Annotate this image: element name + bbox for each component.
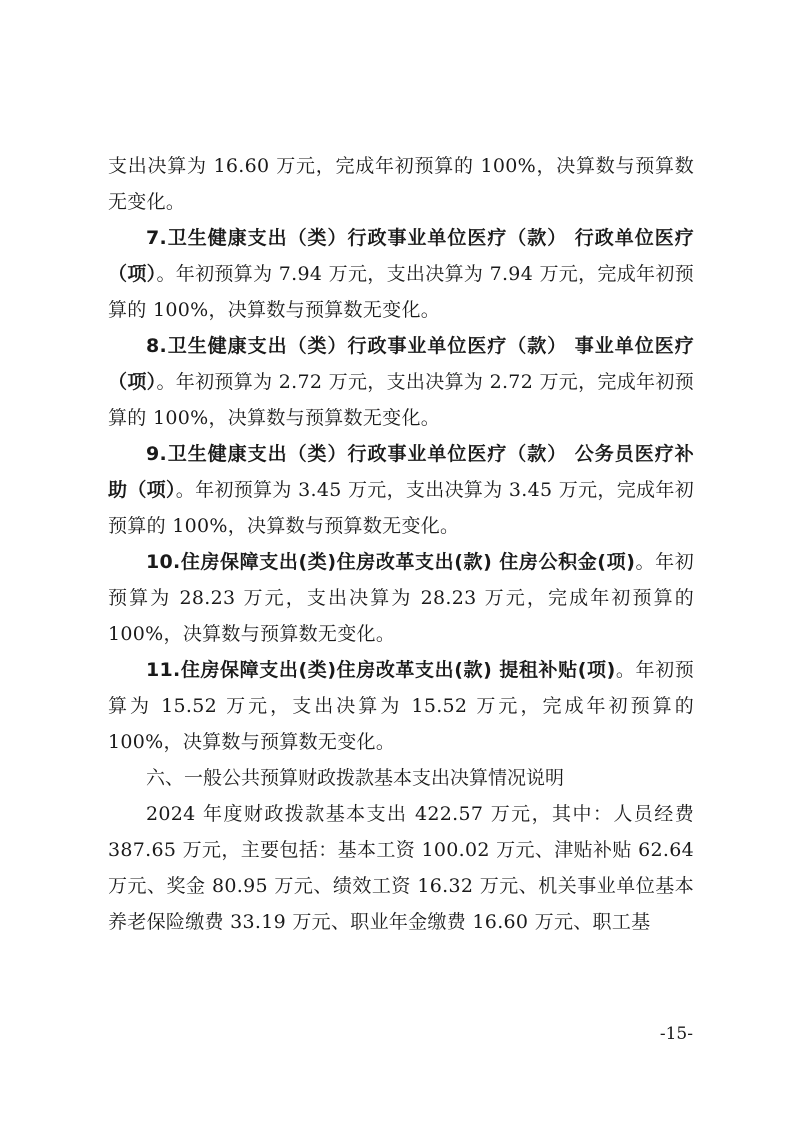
page-number: -15- [659,1024,693,1044]
paragraph-item-11 [108,652,694,760]
paragraph-title: 9.卫生健康支出（类）行政事业单位医疗（款） 公务员医疗补助（项） [108,443,694,501]
paragraph-body: 。年初预算为 28.23 万元，支出决算为 28.23 万元，完成年初预算的 100%，决算数与预算数无变化。 [108,551,694,645]
paragraph-item-9 [108,436,694,544]
paragraph-title: 10.住房保障支出(类)住房改革支出(款) 住房公积金(项) [146,551,636,573]
paragraph-body: 。年初预算为 15.52 万元，支出决算为 15.52 万元，完成年初预算的 100%，决算数与预算数无变化。 [108,659,694,753]
paragraph-item-7 [108,220,694,328]
document-body [108,148,694,940]
paragraph-body: 。年初预算为 3.45 万元，支出决算为 3.45 万元，完成年初预算的 100%，决算数与预算数无变化。 [108,479,695,537]
paragraph-continuation [108,148,694,220]
paragraph-body: 支出决算为 16.60 万元，完成年初预算的 100%，决算数与预算数无变化。 [108,155,694,213]
section-paragraph: 2024 年度财政拨款基本支出 422.57 万元，其中：人员经费 387.65 万元，主要包括：基本工资 100.02 万元、津贴补贴 62.64 万元、奖金 80.95 万元、绩效工资 16.32 万元、机关事业单位基本养老保险缴费 33.19 万元、职业年金缴费 16.60 万元、职工基 [108,803,694,933]
paragraph-title: 11.住房保障支出(类)住房改革支出(款) 提租补贴(项) [146,659,616,681]
paragraph-title: 7.卫生健康支出（类）行政事业单位医疗（款） 行政单位医疗（项） [108,227,694,285]
paragraph-body: 。年初预算为 2.72 万元，支出决算为 2.72 万元，完成年初预算的 100%，决算数与预算数无变化。 [108,371,694,429]
paragraph-title: 8.卫生健康支出（类）行政事业单位医疗（款） 事业单位医疗（项） [108,335,694,393]
paragraph-item-10 [108,544,694,652]
paragraph-item-8 [108,328,694,436]
section-heading: 六、一般公共预算财政拨款基本支出决算情况说明 [146,767,565,789]
paragraph-body: 。年初预算为 7.94 万元，支出决算为 7.94 万元，完成年初预算的 100%，决算数与预算数无变化。 [108,263,694,321]
